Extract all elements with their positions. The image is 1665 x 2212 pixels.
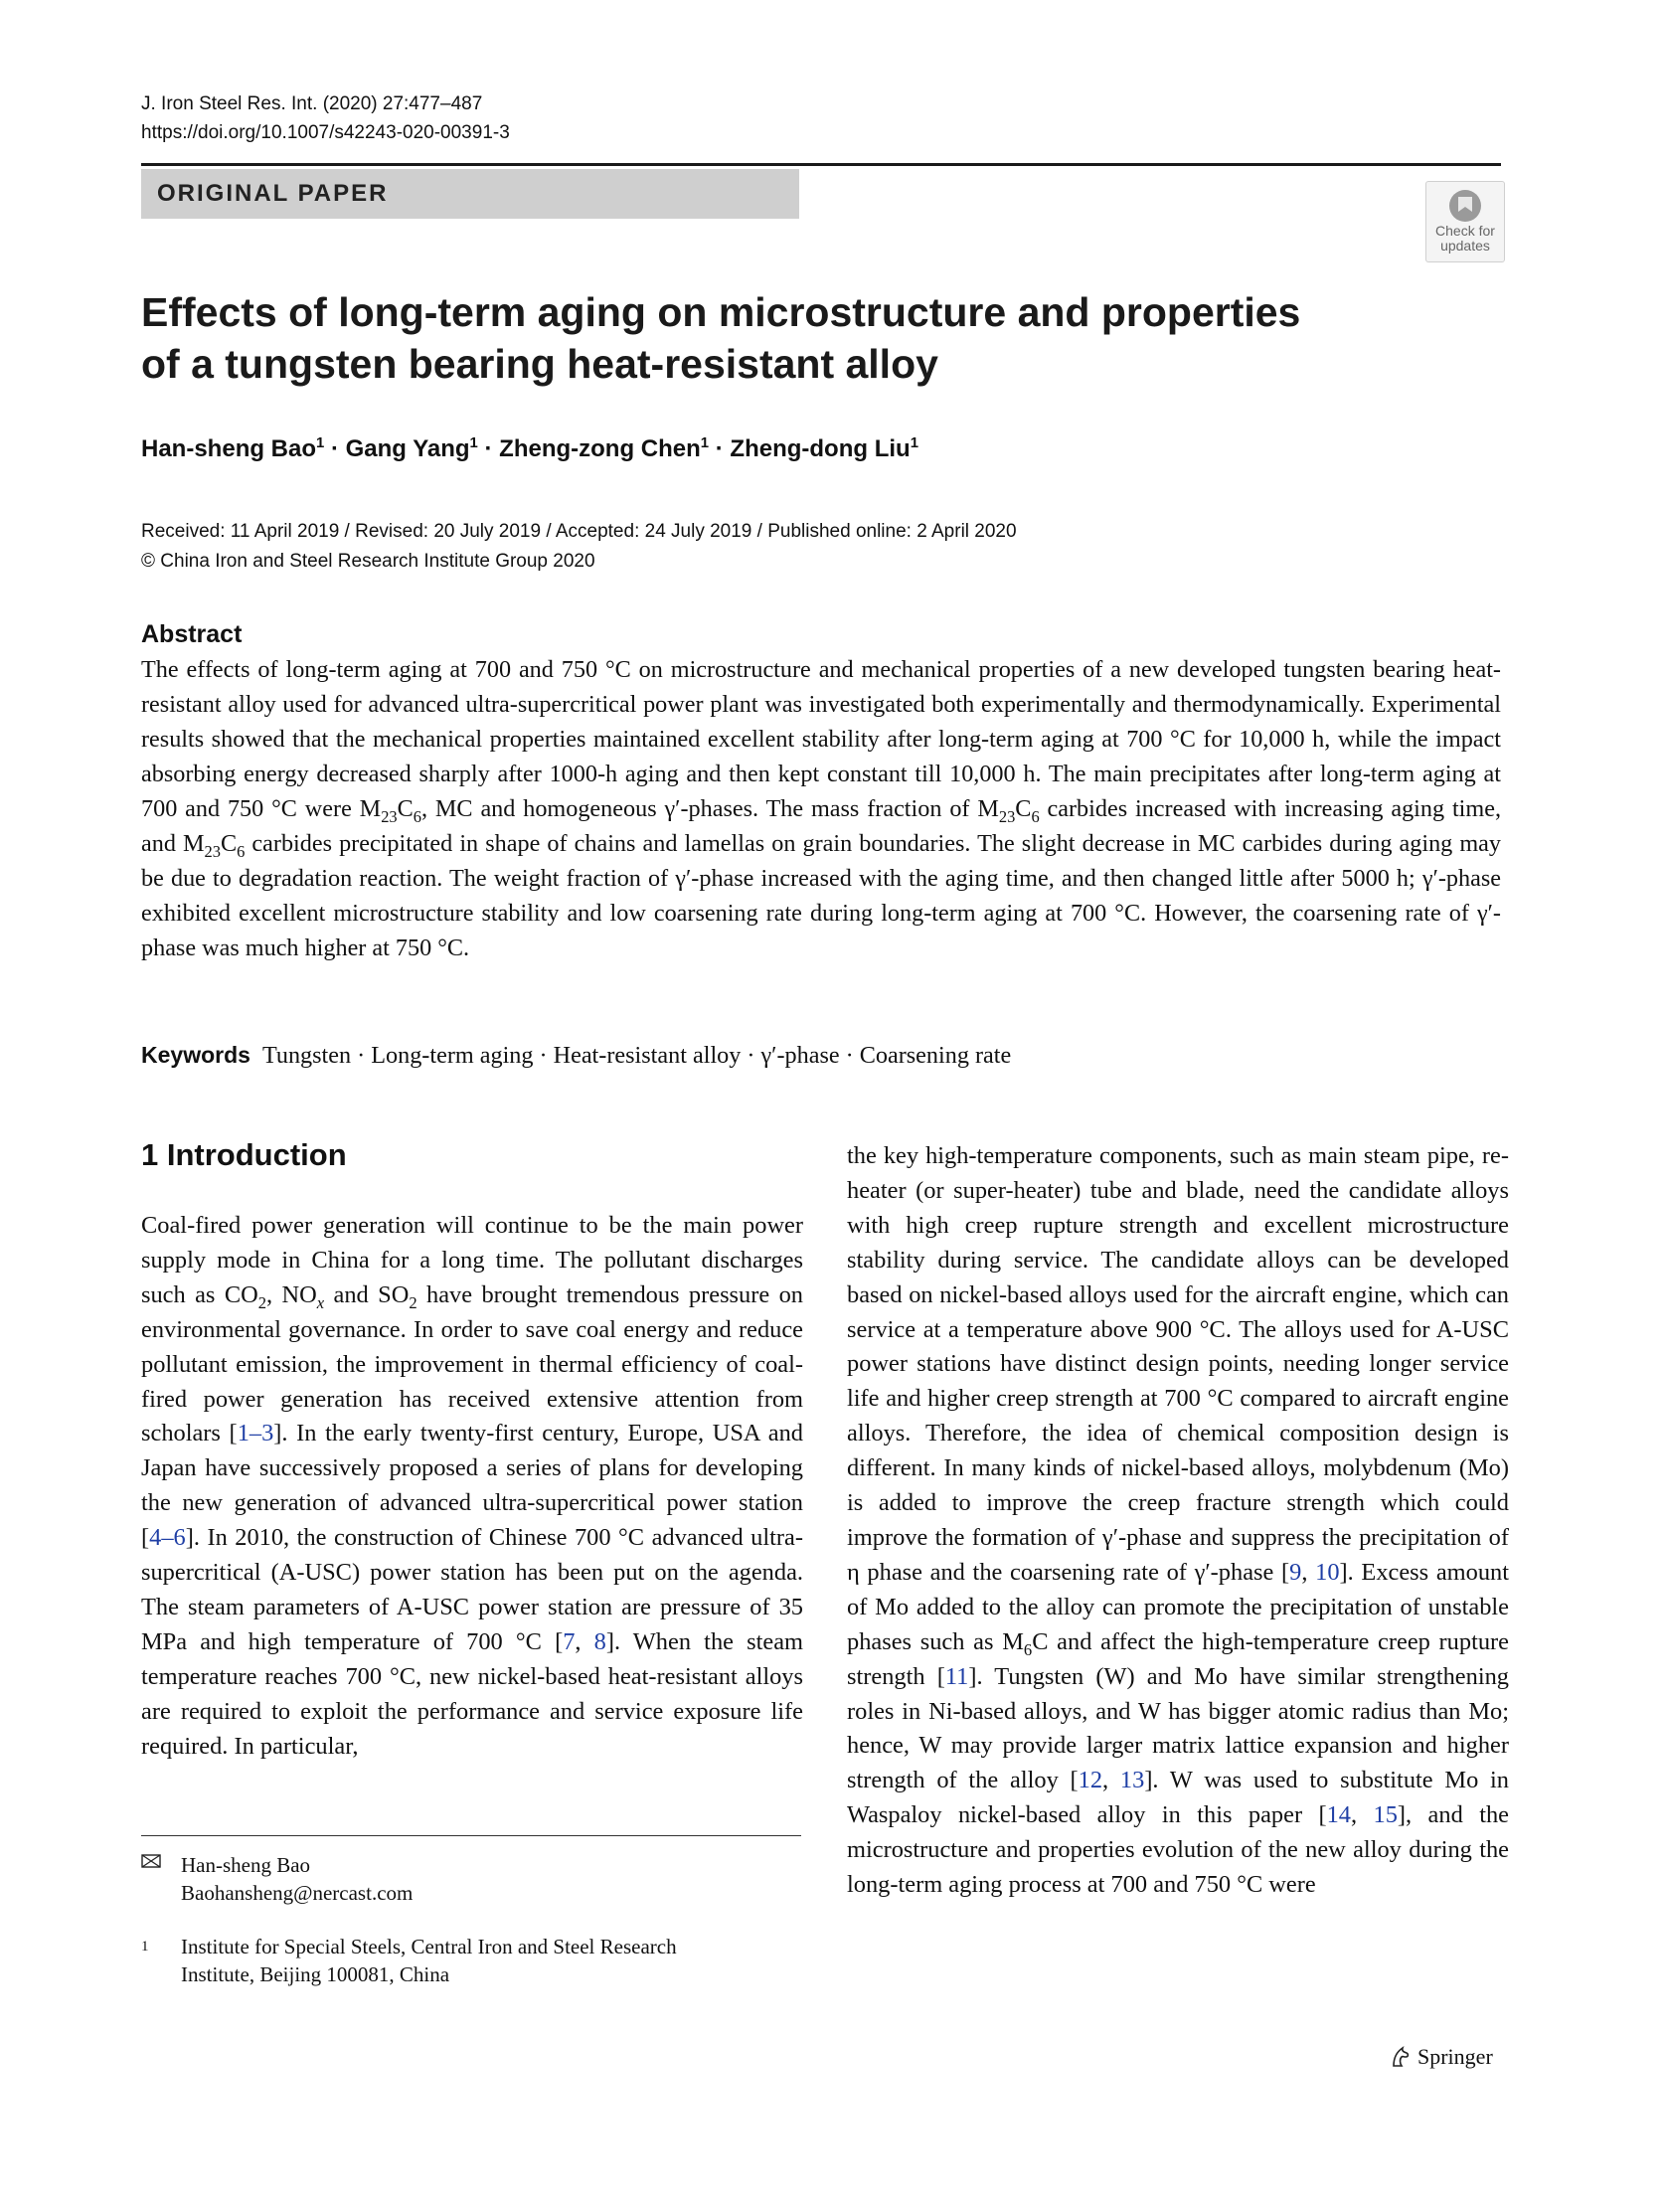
author-name[interactable]: Zheng-dong Liu xyxy=(730,435,911,462)
citation-link[interactable]: 7 xyxy=(563,1627,576,1655)
check-for-updates-label: Check for updates xyxy=(1435,223,1495,254)
citation-link[interactable]: 13 xyxy=(1119,1767,1145,1794)
author-separator: · xyxy=(324,435,346,462)
affiliation-number: 1 xyxy=(141,1939,149,1955)
journal-citation xyxy=(141,89,510,147)
affiliation-footnote xyxy=(141,1933,677,1988)
title-line-2: of a tungsten bearing heat-resistant alloy xyxy=(141,341,938,387)
citation-link[interactable]: 4–6 xyxy=(149,1524,186,1552)
affiliation-mark: 1 xyxy=(469,435,478,451)
crossmark-icon xyxy=(1447,188,1483,224)
citation-link[interactable]: 1–3 xyxy=(237,1420,274,1447)
intro-column-left: Coal-fired power generation will continue to be the main power supply mode in China for a long time. The pollutant discharges such as $CO_2$, $NO_x$ and $SO_2$ have brought tremendous pressure on environmental governance. In order to save coal energy and reduce pollutant emission, the improvement in thermal efficiency of coal-fired power generation has received extensive attention from scholars [1–3]. In the early twenty-first century, Europe, USA and Japan have successively proposed a series of plans for developing the new generation of advanced ultra-supercritical power station [4–6]. In 2010, the construction of Chinese 700 °C advanced ultra-supercritical (A-USC) power station has been put on the agenda. The steam parameters of A-USC power station are pressure of 35 MPa and high temperature of 700 °C [7, 8]. When the steam temperature reaches 700 °C, new nickel-based heat-resistant alloys are required to exploit the performance and service exposure life required. In particular, xyxy=(141,1212,804,1760)
affiliation-mark: 1 xyxy=(700,435,710,451)
publication-history xyxy=(141,517,1017,577)
citation-link[interactable]: 10 xyxy=(1315,1558,1340,1586)
publisher-name: Springer xyxy=(1417,2044,1493,2069)
publisher-logo xyxy=(1388,2044,1493,2070)
title-line-1: Effects of long-term aging on microstructure and properties xyxy=(141,289,1301,335)
section-label: ORIGINAL PAPER xyxy=(157,180,389,207)
abstract-text: The effects of long-term aging at 700 and 750 °C on microstructure and mechanical properties of a new developed tungsten bearing heat-resistant alloy used for advanced ultra-supercritical power plant was investigated both experimentally and thermodynamically. Experimental results showed that the mechanical properties maintained excellent stability after long-term aging at 700 °C for 10,000 h, while the impact absorbing energy decreased sharply after 1000-h aging and then kept constant till 10,000 h. The main precipitates after long-term aging at 700 and 750 °C were $M_{23}C_6$, MC and homogeneous γ′-phases. The mass fraction of $M_{23}C_6$ carbides increased with increasing aging time, and $M_{23}C_6$ carbides precipitated in shape of chains and lamellas on grain boundaries. The slight decrease in MC carbides during aging may be due to degradation reaction. The weight fraction of γ′-phase increased with the aging time, and then changed little after 5000 h; γ′-phase exhibited excellent microstructure stability and low coarsening rate during long-term aging at 700 °C. However, the coarsening rate of γ′-phase was much higher at 750 °C. xyxy=(141,656,1502,961)
citation-link[interactable]: 15 xyxy=(1373,1801,1398,1829)
author-list xyxy=(141,435,918,463)
author-name[interactable]: Gang Yang xyxy=(345,435,470,462)
citation-link[interactable]: 8 xyxy=(593,1627,606,1655)
envelope-icon xyxy=(141,1851,181,1879)
affiliation-mark: 1 xyxy=(910,435,918,451)
keywords xyxy=(141,1038,1501,1073)
intro-column-right: the key high-temperature components, such as main steam pipe, re-heater (or super-heater) tube and blade, need the candidate alloys with high creep rupture strength and excellent microstructure stability during service. The candidate alloys can be developed based on nickel-based alloys used for the aircraft engine, which can service at a temperature above 900 °C. The alloys used for A-USC power stations have distinct design points, needing longer service life and higher creep strength at 700 °C compared to aircraft engine alloys. Therefore, the idea of chemical composition design is different. In many kinds of nickel-based alloys, molybdenum (Mo) is added to improve the creep fracture strength which could improve the formation of γ′-phase and suppress the precipitation of η phase and the coarsening rate of γ′-phase [9, 10]. Excess amount of Mo added to the alloy can promote the precipitation of unstable phases such as $M_6C$ and affect the high-temperature creep rupture strength [11]. Tungsten (W) and Mo have similar strengthening roles in Ni-based alloys, and W has bigger atomic radius than Mo; hence, W may provide larger matrix lattice expansion and higher strength of the alloy [12, 13]. W was used to substitute Mo in Waspaloy nickel-based alloy in this paper [14, 15], and the microstructure and properties evolution of the new alloy during the long-term aging process at 700 and 750 °C were xyxy=(847,1142,1509,1899)
author-name[interactable]: Zheng-zong Chen xyxy=(499,435,701,462)
corresponding-name: Han-sheng Bao xyxy=(181,1853,311,1877)
citation-link[interactable]: 14 xyxy=(1326,1801,1351,1829)
check-for-updates-badge[interactable] xyxy=(1425,181,1505,262)
citation-link[interactable]: 12 xyxy=(1078,1767,1103,1794)
keywords-label: Keywords xyxy=(141,1042,250,1068)
keywords-list: Tungsten · Long-term aging · Heat-resistant alloy · γ′-phase · Coarsening rate xyxy=(261,1042,1012,1069)
doi-link[interactable]: https://doi.org/10.1007/s42243-020-00391-3 xyxy=(141,122,510,143)
affiliation-line-1: Institute for Special Steels, Central Iron and Steel Research xyxy=(181,1935,677,1958)
citation-link[interactable]: 11 xyxy=(944,1662,969,1690)
paper-title xyxy=(141,286,1384,390)
author-name[interactable]: Han-sheng Bao xyxy=(141,435,317,462)
header-rule xyxy=(141,163,1501,166)
corresponding-author xyxy=(141,1851,413,1907)
corresponding-email[interactable]: Baohansheng@nercast.com xyxy=(181,1881,414,1905)
dates-line: Received: 11 April 2019 / Revised: 20 July 2019 / Accepted: 24 July 2019 / Published online: 2 April 2020 xyxy=(141,521,1017,542)
author-separator: · xyxy=(709,435,731,462)
affiliation-line-2: Institute, Beijing 100081, China xyxy=(181,1962,450,1986)
citation-link[interactable]: 9 xyxy=(1289,1558,1302,1586)
affiliation-mark: 1 xyxy=(316,435,325,451)
journal-name: J. Iron Steel Res. Int. (2020) 27:477–487 xyxy=(141,93,483,114)
springer-horse-icon xyxy=(1388,2044,1414,2070)
section-heading-introduction: 1 Introduction xyxy=(141,1137,347,1172)
footnote-rule xyxy=(141,1835,801,1836)
abstract-heading: Abstract xyxy=(141,620,243,648)
author-separator: · xyxy=(477,435,500,462)
copyright-line: © China Iron and Steel Research Institute Group 2020 xyxy=(141,551,595,572)
